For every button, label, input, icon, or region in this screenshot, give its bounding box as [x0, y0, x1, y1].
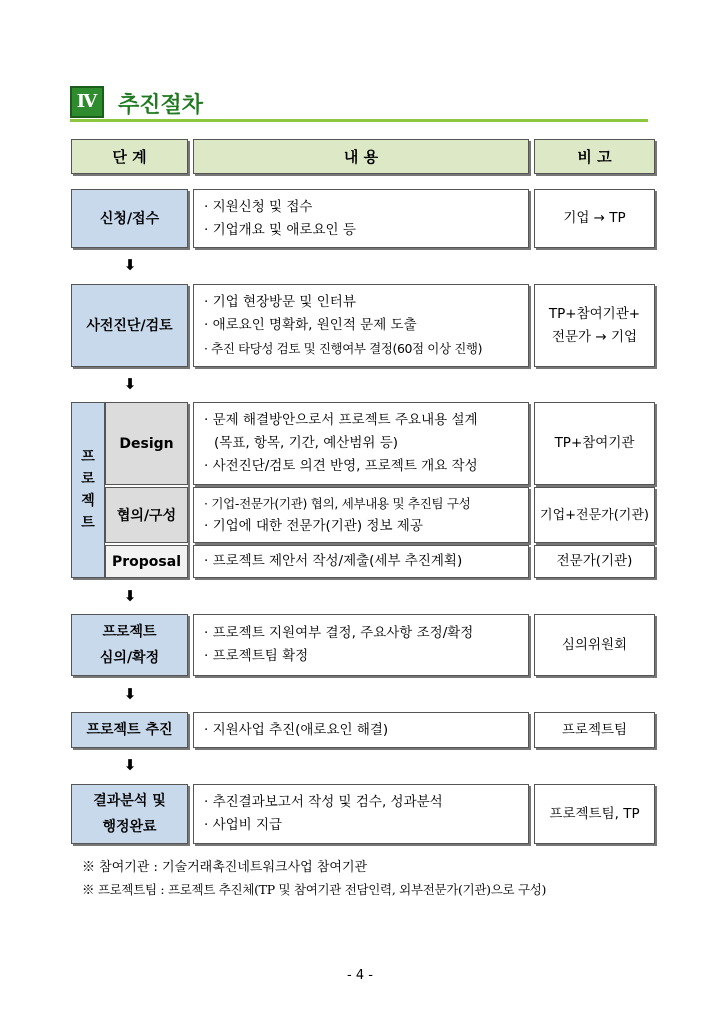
project-design-remark: TP+참여기관 — [534, 402, 655, 485]
down-arrow-icon: ⬇ — [123, 256, 137, 274]
step-review-remark: 심의위원회 — [534, 614, 655, 676]
step-completion-remark: 프로젝트팀, TP — [534, 784, 655, 844]
vertical-char: 트 — [81, 515, 95, 531]
step-application-content — [193, 189, 529, 248]
label-line: 결과분석 및 — [93, 793, 166, 809]
content-line: · 사전진단/검토 의견 반영, 프로젝트 개요 작성 — [204, 458, 478, 474]
step-completion-content — [193, 784, 529, 844]
vertical-char: 젝 — [81, 493, 95, 509]
content-line: · 애로요인 명확화, 원인적 문제 도출 — [204, 317, 417, 333]
step-application-label: 신청/접수 — [71, 189, 188, 248]
section-title: 추진절차 — [118, 93, 204, 118]
down-arrow-icon: ⬇ — [123, 756, 137, 774]
content-line: · 기업 현장방문 및 인터뷰 — [204, 294, 356, 310]
step-completion-label — [71, 784, 188, 844]
content-line: · 문제 해결방안으로서 프로젝트 주요내용 설계 — [204, 412, 478, 428]
project-design-label: Design — [105, 402, 188, 485]
content-line: · 지원사업 추진(애로요인 해결) — [204, 721, 389, 738]
header-content: 내 용 — [193, 139, 529, 174]
step-review-content — [193, 614, 529, 676]
remark-line: 전문가 → 기업 — [551, 328, 638, 345]
footnote: ※ 참여기관 : 기술거래촉진네트워크사업 참여기관 — [82, 860, 368, 875]
remark-line: TP+참여기관+ — [548, 305, 641, 322]
page-number: - 4 - — [347, 968, 373, 983]
step-prediagnosis-content — [193, 284, 529, 367]
content-line: · 기업-전문가(기관) 협의, 세부내용 및 추진팀 구성 — [204, 496, 471, 511]
project-consult-content — [193, 487, 529, 543]
project-proposal-content — [193, 545, 529, 578]
content-line: (목표, 항목, 기간, 예산범위 등) — [214, 435, 399, 451]
step-prediagnosis-remark — [534, 284, 655, 367]
content-line: · 지원신청 및 접수 — [204, 198, 313, 215]
step-prediagnosis-label: 사전진단/검토 — [71, 284, 188, 367]
step-application-remark: 기업 → TP — [534, 189, 655, 248]
step-execution-content — [193, 712, 529, 748]
content-line: · 기업개요 및 애로요인 등 — [204, 221, 356, 238]
content-line: · 추진 타당성 검토 및 진행여부 결정(60점 이상 진행) — [204, 341, 483, 356]
header-stage: 단 계 — [71, 139, 188, 174]
content-line: · 추진결과보고서 작성 및 검수, 성과분석 — [204, 794, 443, 810]
vertical-char: 프 — [81, 449, 95, 465]
down-arrow-icon: ⬇ — [123, 375, 137, 393]
down-arrow-icon: ⬇ — [123, 685, 137, 703]
label-line: 프로젝트 — [102, 624, 157, 640]
content-line: · 프로젝트 제안서 작성/제출(세부 추진계획) — [204, 553, 463, 569]
footnote: ※ 프로젝트팀 : 프로젝트 추진체(TP 및 참여기관 전담인력, 외부전문가(기관)으로 구성) — [82, 882, 547, 897]
project-proposal-remark: 전문가(기관) — [534, 545, 655, 578]
content-line: · 사업비 지급 — [204, 817, 283, 833]
step-review-label — [71, 614, 188, 676]
label-line: 행정완료 — [102, 819, 157, 835]
label-line: 심의/확정 — [99, 650, 160, 666]
project-consult-label: 협의/구성 — [105, 487, 188, 543]
step-execution-remark: 프로젝트팀 — [534, 712, 655, 748]
header-remark: 비 고 — [534, 139, 655, 174]
project-consult-remark: 기업+전문가(기관) — [534, 487, 655, 543]
project-proposal-label: Proposal — [105, 545, 188, 578]
content-line: · 프로젝트팀 확정 — [204, 648, 309, 664]
vertical-char: 로 — [81, 471, 95, 487]
step-execution-label: 프로젝트 추진 — [71, 712, 188, 748]
down-arrow-icon: ⬇ — [123, 587, 137, 605]
project-design-content — [193, 402, 529, 485]
project-vertical-label — [71, 402, 105, 578]
section-underline — [70, 119, 648, 122]
content-line: · 프로젝트 지원여부 결정, 주요사항 조정/확정 — [204, 625, 474, 641]
content-line: · 기업에 대한 전문가(기관) 정보 제공 — [204, 518, 423, 534]
section-number: Ⅳ — [70, 86, 104, 118]
